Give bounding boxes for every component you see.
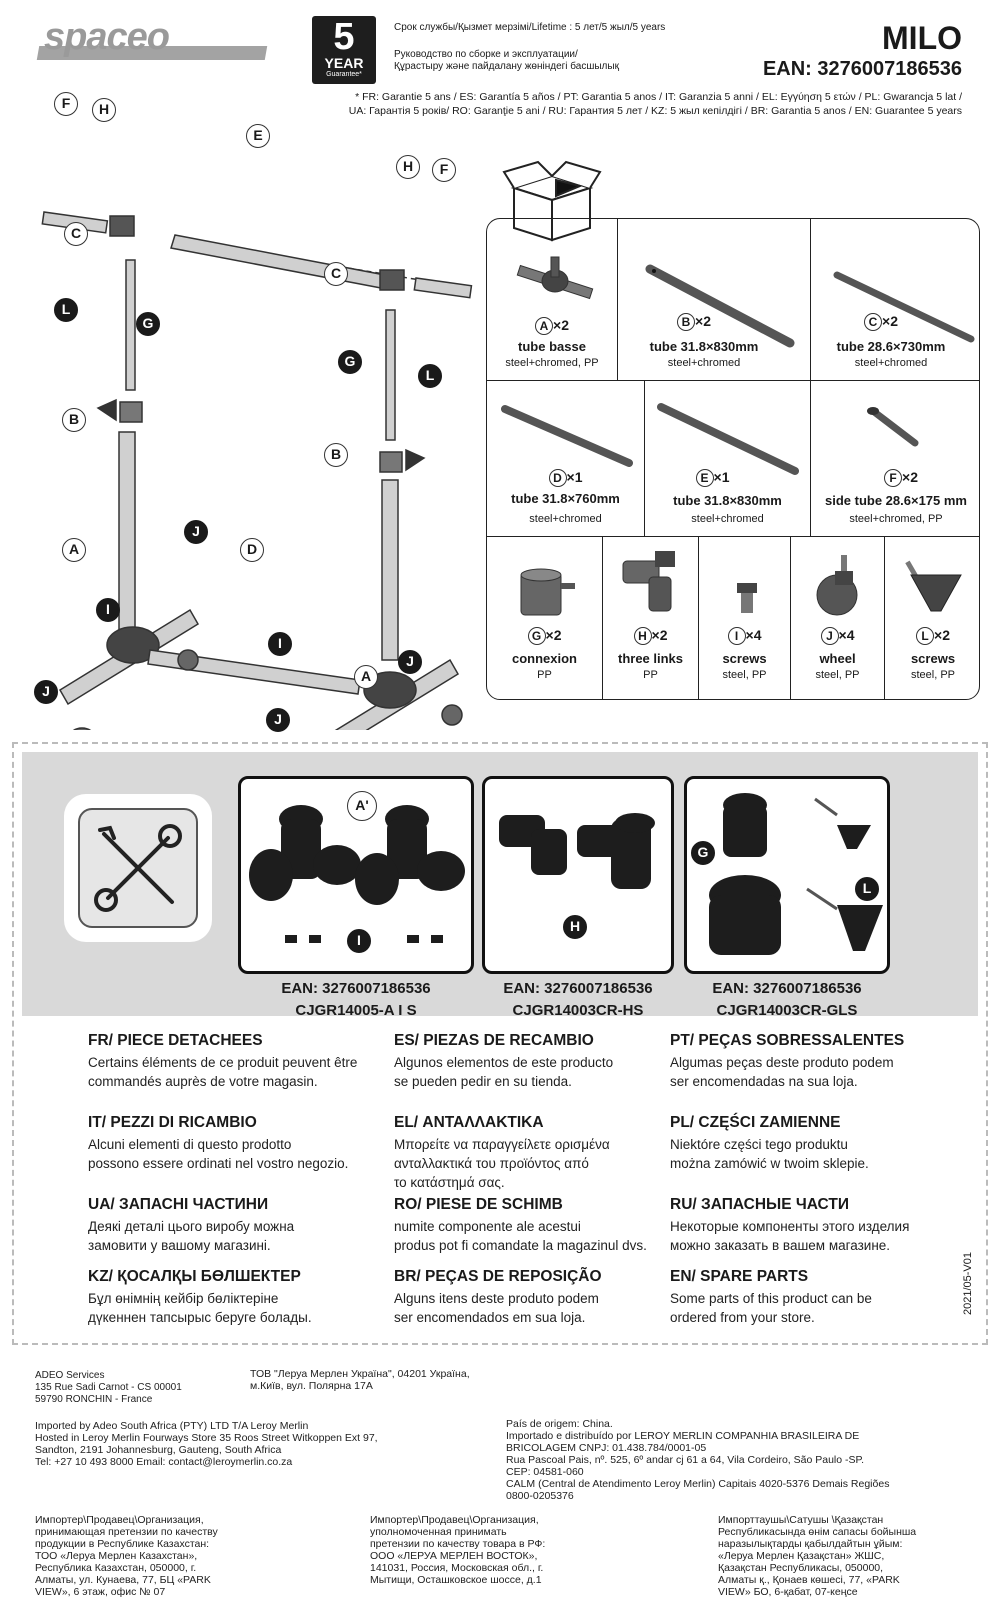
spare-title-ru: RU/ ЗАПАСНЫЕ ЧАСТИ: [670, 1196, 849, 1213]
footer-ukraine-2: м.Київ, вул. Полярна 17А: [250, 1380, 373, 1392]
badge-word: YEAR: [324, 55, 364, 71]
part-e-material: steel+chromed: [691, 513, 764, 525]
part-d-count: ×1: [566, 469, 583, 485]
spare-text-br: [394, 1268, 674, 1327]
spare-body-el-3: το κατάστημά σας.: [394, 1175, 505, 1190]
spare-body-ro-2: produs pot fi comandate la magazinul dvs.: [394, 1238, 647, 1253]
part-b-material: steel+chromed: [667, 357, 741, 369]
five-year-badge: [312, 16, 376, 84]
connexion-g-right: [380, 452, 402, 472]
spare-ean-2: [482, 978, 674, 1022]
part-cell-e: [645, 381, 811, 537]
callout-j-1: J: [184, 520, 208, 544]
part-cell-i: [699, 537, 791, 700]
spare-body-el-2: ανταλλακτικά του προϊόντος από: [394, 1156, 589, 1171]
part-g-name: connexion: [511, 651, 577, 666]
spare-text-en: [670, 1268, 950, 1327]
callout-j-3: J: [34, 680, 58, 704]
guarantee-line-1: * FR: Garantie 5 ans / ES: Garantía 5 años / PT: Garantia 5 anos / IT: Garanzia 5 anni / EL: Εγγύηση 5 ετών / PL: Gwarancja 5 lat /: [355, 91, 962, 103]
part-h-name: three links: [617, 651, 684, 666]
footer-br-3: BRICOLAGEM CNPJ: 01.438.784/0001-05: [506, 1442, 707, 1454]
part-j-letter: J: [821, 627, 839, 645]
footer-kzkz-3: наразылықтарды қабылдайтын ұйым:: [718, 1538, 903, 1550]
part-j-material: steel, PP: [815, 669, 860, 681]
part-d-illustration: [497, 401, 637, 471]
wrench-screwdriver-icon: [78, 808, 198, 928]
callout-c-right: C: [324, 262, 348, 286]
tube-c-right: [386, 310, 395, 440]
spare-text-fr: [88, 1032, 368, 1091]
part-e-name: tube 31.8×830mm: [673, 493, 782, 508]
callout-h-left: H: [92, 98, 116, 122]
parts-table: [486, 218, 980, 700]
spare-ean-2-code: CJGR14003CR-HS: [512, 1002, 644, 1019]
wheel-j-2: [178, 650, 198, 670]
spare-body-fr-2: commandés auprès de votre magasin.: [88, 1074, 318, 1089]
footer-kzkz-6: Алматы қ., Қонаев көшесі, 77, «PARK: [718, 1574, 900, 1586]
part-d-letter: D: [549, 469, 567, 487]
spare-title-pt: PT/ PEÇAS SOBRESSALENTES: [670, 1032, 905, 1049]
part-b-illustration: [640, 259, 800, 349]
footer-br-2: Importado e distribuído por LEROY MERLIN COMPANHIA BRASILEIRA DE: [506, 1430, 860, 1442]
badge-guarantee: Guarantee*: [326, 71, 362, 78]
spare-parts-photos-band: [22, 752, 978, 1019]
spare-body-kz-1: Бұл өнімнің кейбір бөліктеріне: [88, 1291, 279, 1306]
spare-body-es-2: se pueden pedir en su tienda.: [394, 1074, 572, 1089]
spare-body-el-1: Μπορείτε να παραγγείλετε ορισμένα: [394, 1137, 610, 1152]
part-a-material: steel+chromed, PP: [505, 357, 599, 369]
part-f-count: ×2: [902, 469, 918, 485]
footer-adeo-2: 135 Rue Sadi Carnot - CS 00001: [35, 1382, 182, 1393]
spare-text-ro: [394, 1196, 674, 1255]
footer-kzru-3: продукции в Республике Казахстан:: [35, 1538, 210, 1550]
spare-parts-section: [12, 742, 988, 1345]
spare-body-br-1: Alguns itens deste produto podem: [394, 1291, 599, 1306]
callout-c-left: C: [64, 222, 88, 246]
part-g-letter: G: [528, 627, 546, 645]
photo-spare-h-graphic: [485, 779, 674, 974]
part-a-illustration: [515, 255, 595, 311]
footer-sa-4: Tel: +27 10 493 8000 Email: contact@leroymerlin.co.za: [35, 1456, 293, 1468]
spare-body-ua-2: замовити у вашому магазині.: [88, 1238, 271, 1253]
spare-text-el: [394, 1114, 674, 1192]
part-h-illustration: [617, 547, 687, 617]
spare-body-pt-2: ser encomendadas na sua loja.: [670, 1074, 858, 1089]
spare-title-fr: FR/ PIECE DETACHEES: [88, 1032, 263, 1049]
spare-body-pt-1: Algumas peças deste produto podem: [670, 1055, 894, 1070]
tube-f-right: [414, 278, 471, 298]
part-e-letter: E: [696, 469, 714, 487]
part-d-name: tube 31.8×760mm: [511, 491, 620, 506]
connector-h-right: [380, 270, 404, 290]
part-l-count: ×2: [934, 627, 950, 643]
part-g-count: ×2: [545, 627, 562, 643]
part-j-illustration: [813, 553, 869, 619]
footer-sa-2: Hosted in Leroy Merlin Fourways Store 35 Roos Street Witkoppen Ext 97,: [35, 1432, 378, 1444]
footer-ru-1: Импортер\Продавец\Организация,: [370, 1514, 539, 1526]
product-ean: EAN: 3276007186536: [762, 58, 962, 80]
spaceo-logo: [38, 18, 266, 58]
part-f-letter: F: [884, 469, 902, 487]
assembly-diagram: [20, 90, 480, 730]
footer-south-africa: [35, 1420, 495, 1468]
screw-l-right: [406, 450, 424, 470]
part-g-illustration: [515, 565, 579, 619]
footer-kzru-5: Республика Казахстан, 050000, г.: [35, 1562, 197, 1574]
spare-body-ua-1: Деякі деталі цього виробу можна: [88, 1219, 295, 1234]
badge-number: 5: [333, 16, 355, 58]
spare-body-en-2: ordered from your store.: [670, 1310, 815, 1325]
part-e-illustration: [653, 399, 803, 479]
spare-text-ru: [670, 1196, 950, 1255]
footer-kazakhstan-kz: [718, 1514, 988, 1598]
photo-callout-g: G: [691, 841, 715, 865]
brand-name: spaceo: [44, 16, 169, 58]
photo-callout-i: I: [347, 929, 371, 953]
photo-callout-h: H: [563, 915, 587, 939]
spare-body-ro-1: numite componente ale acestui: [394, 1219, 581, 1234]
spare-body-pl-2: można zamówić w twoim sklepie.: [670, 1156, 869, 1171]
part-a-count: ×2: [553, 317, 569, 333]
part-b-letter: B: [677, 313, 695, 331]
spare-body-fr-1: Certains éléments de ce produit peuvent être: [88, 1055, 358, 1070]
part-c-count: ×2: [882, 313, 898, 329]
spare-body-it-2: possono essere ordinati nel vostro negozio.: [88, 1156, 349, 1171]
part-a-name: tube basse: [518, 339, 586, 354]
part-i-illustration: [735, 581, 759, 615]
spare-ean-3: [684, 978, 890, 1022]
footer-br-4: Rua Pascoal Pais, nº. 525, 6º andar cj 61 a 64, Vila Cordeiro, São Paulo -SP.: [506, 1454, 865, 1466]
part-c-letter: C: [864, 313, 882, 331]
footer-ukraine: [250, 1368, 570, 1392]
photo-callout-l: L: [855, 877, 879, 901]
spare-body-en-1: Some parts of this product can be: [670, 1291, 872, 1306]
part-l-letter: L: [916, 627, 934, 645]
spare-body-br-2: ser encomendados em sua loja.: [394, 1310, 586, 1325]
lifetime-text: Срок службы/Қызмет мерзімі/Lifetime : 5 лет/5 жыл/5 years: [394, 22, 666, 33]
footer-adeo-1: ADEO Services: [35, 1370, 105, 1381]
footer-ru-5: 141031, Россия, Московская обл., г.: [370, 1562, 544, 1574]
spare-title-ro: RO/ PIESE DE SCHIMB: [394, 1196, 563, 1213]
part-h-letter: H: [634, 627, 652, 645]
manual-title: [394, 49, 774, 73]
spare-text-pt: [670, 1032, 950, 1091]
footer-kzru-7: VIEW», 6 этаж, офис № 07: [35, 1586, 166, 1598]
part-j-count: ×4: [838, 627, 855, 643]
part-i-qty: [699, 627, 790, 645]
footer-kzkz-2: Республикасында өнім сапасы бойынша: [718, 1526, 917, 1538]
part-cell-c: [811, 219, 980, 381]
photo-callout-a-prime: A': [347, 791, 377, 821]
spare-title-it: IT/ PEZZI DI RICAMBIO: [88, 1114, 257, 1131]
footer-ukraine-1: ТОВ "Леруа Мерлен Україна", 04201 Україна,: [250, 1368, 470, 1380]
spare-body-kz-2: дүкеннен тапсырыс беруге болады.: [88, 1310, 312, 1325]
part-cell-h: [603, 537, 699, 700]
part-cell-b: [618, 219, 811, 381]
part-e-count: ×1: [713, 469, 730, 485]
part-i-name: screws: [722, 651, 767, 666]
tools-icon-frame: [64, 794, 212, 942]
footer-kzkz-1: Импорттаушы\Сатушы \Қазақстан: [718, 1514, 884, 1526]
footer-br-7: 0800-0205376: [506, 1490, 574, 1502]
spare-body-pl-1: Niektóre części tego produktu: [670, 1137, 848, 1152]
part-i-letter: I: [728, 627, 746, 645]
spare-title-en: EN/ SPARE PARTS: [670, 1268, 809, 1285]
manual-line-1: Руководство по сборке и эксплуатации/: [394, 49, 578, 60]
tube-b-left: [119, 432, 135, 632]
part-c-material: steel+chromed: [854, 357, 928, 369]
part-i-count: ×4: [745, 627, 762, 643]
part-h-material: PP: [643, 669, 658, 681]
part-l-material: steel, PP: [910, 669, 956, 681]
spare-ean-3-number: EAN: 3276007186536: [712, 980, 862, 997]
part-h-count: ×2: [651, 627, 668, 643]
part-a-letter: A: [535, 317, 553, 335]
callout-g-left: G: [136, 312, 160, 336]
footer-ru-2: уполномоченная принимать: [370, 1526, 507, 1538]
part-c-name: tube 28.6×730mm: [836, 339, 946, 354]
footer-kazakhstan-ru: [35, 1514, 305, 1598]
footer-adeo: [35, 1370, 235, 1406]
footer-brazil: [506, 1418, 976, 1502]
photo-spare-g-l: [684, 776, 890, 974]
spare-body-ru-2: можно заказать в вашем магазине.: [670, 1238, 891, 1253]
spare-text-it: [88, 1114, 368, 1173]
spare-title-pl: PL/ CZĘŚCI ZAMIENNE: [670, 1114, 841, 1131]
part-i-material: steel, PP: [722, 669, 767, 681]
spare-text-ua: [88, 1196, 368, 1255]
spare-title-br: BR/ PEÇAS DE REPOSIÇÃO: [394, 1268, 602, 1285]
spare-text-pl: [670, 1114, 950, 1173]
photo-spare-a-i: [238, 776, 474, 974]
part-c-qty: [781, 313, 980, 331]
part-cell-g: [487, 537, 603, 700]
part-b-name: tube 31.8×830mm: [649, 339, 759, 354]
spare-ean-1: [238, 978, 474, 1022]
tube-e: [171, 235, 385, 288]
footer-sa-3: Sandton, 2191 Johannesburg, Gauteng, South Africa: [35, 1444, 282, 1456]
part-j-name: wheel: [819, 651, 856, 666]
wheel-j-3: [442, 705, 462, 725]
callout-i-left: I: [96, 598, 120, 622]
part-f-material: steel+chromed, PP: [849, 513, 943, 525]
part-cell-f: [811, 381, 980, 537]
spare-text-kz: [88, 1268, 368, 1327]
callout-f-left: F: [54, 92, 78, 116]
part-b-count: ×2: [695, 313, 711, 329]
spare-title-el: EL/ ΑΝΤΑΛΛΑΚΤΙΚΑ: [394, 1114, 544, 1131]
callout-b-right: B: [324, 443, 348, 467]
part-f-name: side tube 28.6×175 mm: [825, 493, 967, 508]
spare-ean-2-number: EAN: 3276007186536: [503, 980, 653, 997]
callout-h-right: H: [396, 155, 420, 179]
tube-b-right: [382, 480, 398, 660]
part-l-qty: [885, 627, 980, 645]
callout-i-right: I: [268, 632, 292, 656]
footer-sa-1: Imported by Adeo South Africa (PTY) LTD T/A Leroy Merlin: [35, 1420, 309, 1432]
connexion-g-left: [120, 402, 142, 422]
callout-a-left: A: [62, 538, 86, 562]
part-d-material: steel+chromed: [529, 513, 602, 525]
part-cell-d: [487, 381, 645, 537]
callout-j-4: J: [266, 708, 290, 732]
footer-kzru-2: принимающая претензии по качеству: [35, 1526, 218, 1538]
product-name: MILO: [882, 20, 962, 56]
spare-body-ru-1: Некоторые компоненты этого изделия: [670, 1219, 910, 1234]
callout-b-left: B: [62, 408, 86, 432]
wheel-j-1: [68, 728, 96, 730]
footer-br-1: País de origem: China.: [506, 1418, 613, 1430]
spare-title-kz: KZ/ ҚОСАЛҚЫ БӨЛШЕКТЕР: [88, 1268, 301, 1285]
photo-spare-g-l-graphic: [687, 779, 890, 974]
callout-e: E: [246, 124, 270, 148]
part-g-material: PP: [537, 669, 552, 681]
part-cell-j: [791, 537, 885, 700]
photo-spare-h: [482, 776, 674, 974]
callout-l-right: L: [418, 364, 442, 388]
part-cell-l: [885, 537, 980, 700]
footer-br-6: CALM (Central de Atendimento Leroy Merlin) Capitais 4020-5376 Demais Regiões: [506, 1478, 890, 1490]
connector-h-left: [110, 216, 134, 236]
footer-kzru-1: Импортер\Продавец\Организация,: [35, 1514, 204, 1526]
spare-ean-3-code: CJGR14003CR-GLS: [716, 1002, 858, 1019]
footer-kzkz-4: «Леруа Мерлен Қазақстан» ЖШС,: [718, 1550, 885, 1562]
part-c-illustration: [829, 267, 979, 347]
manual-line-2: Құрастыру және пайдалану жөніндегі басшылық: [394, 61, 619, 72]
spare-text-es: [394, 1032, 674, 1091]
callout-j-2: J: [398, 650, 422, 674]
tube-c-left: [126, 260, 135, 390]
document-version: 2021/05-V01: [962, 1252, 974, 1315]
part-j-qty: [791, 627, 884, 645]
footer-kzkz-7: VIEW» БО, 6-қабат, 07-кеңсе: [718, 1586, 858, 1598]
callout-l-left: L: [54, 298, 78, 322]
guarantee-line-2: UA: Гарантія 5 років/ RO: Garanţie 5 ani / RU: Гарантия 5 лет / KZ: 5 жыл кепілдігі / BR: Garantia 5 anos / EN: Guarantee 5 years: [348, 105, 962, 117]
part-f-qty: [821, 469, 980, 487]
part-l-name: screws: [910, 651, 956, 666]
part-f-illustration: [865, 403, 925, 453]
footer-kzru-6: Алматы, ул. Кунаева, 77, БЦ «PARK: [35, 1574, 211, 1586]
footer-kzru-4: ТОО «Леруа Мерлен Казахстан»,: [35, 1550, 198, 1562]
spare-ean-1-number: EAN: 3276007186536: [281, 980, 431, 997]
part-g-qty: [487, 627, 602, 645]
footer-ru-4: ООО «ЛЕРУА МЕРЛЕН ВОСТОК»,: [370, 1550, 538, 1562]
wrench-screwdriver-graphic: [80, 810, 196, 926]
footer-kzkz-5: Қазақстан Республикасы, 050000,: [718, 1562, 884, 1574]
part-b-qty: [578, 313, 810, 331]
callout-f-right: F: [432, 158, 456, 182]
screw-l-left: [98, 400, 116, 420]
callout-g-right: G: [338, 350, 362, 374]
callout-d: D: [240, 538, 264, 562]
footer-br-5: CEP: 04581-060: [506, 1466, 584, 1478]
footer-ru-3: претензии по качеству товара в РФ:: [370, 1538, 546, 1550]
callout-a-right: A: [354, 665, 378, 689]
spare-ean-1-code: CJGR14005-A I S: [295, 1002, 417, 1019]
part-e-qty: [615, 469, 810, 487]
footer-ru-6: Мытищи, Осташковское шоссе, д.1: [370, 1574, 542, 1586]
spare-title-es: ES/ PIEZAS DE RECAMBIO: [394, 1032, 594, 1049]
spare-body-es-1: Algunos elementos de este producto: [394, 1055, 614, 1070]
spare-body-it-1: Alcuni elementi di questo prodotto: [88, 1137, 292, 1152]
part-l-illustration: [901, 559, 965, 615]
spare-title-ua: UA/ ЗАПАСНІ ЧАСТИНИ: [88, 1196, 269, 1213]
footer-adeo-3: 59790 RONCHIN - France: [35, 1394, 153, 1405]
footer-russia: [370, 1514, 640, 1586]
part-h-qty: [603, 627, 698, 645]
